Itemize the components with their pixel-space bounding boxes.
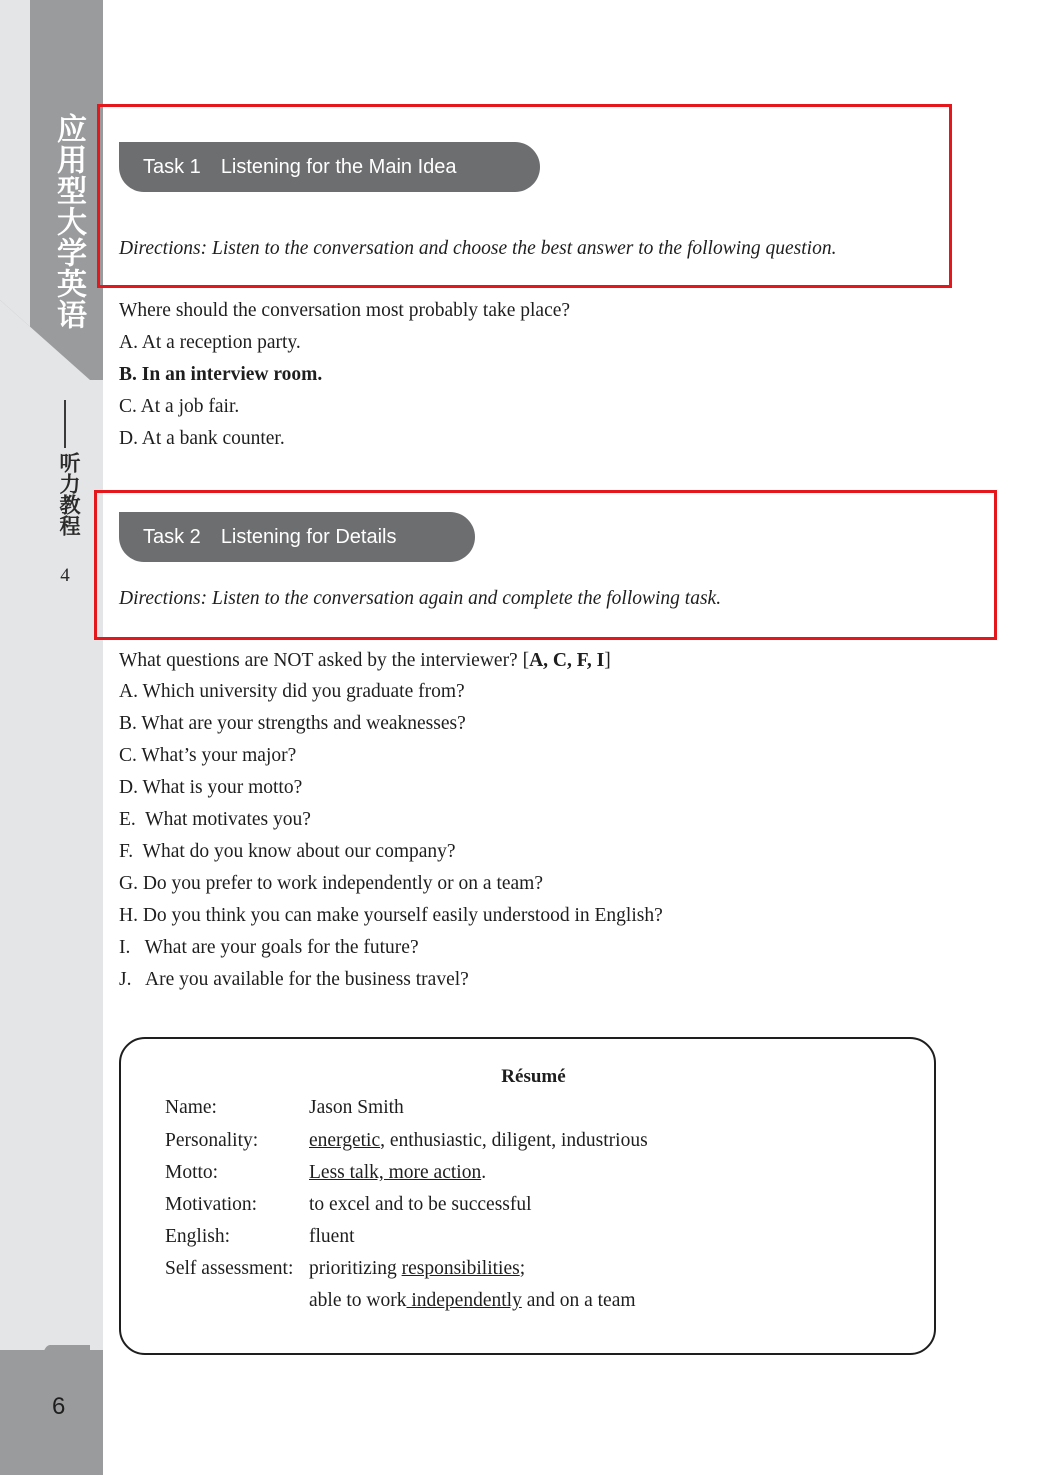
task2-option: G. Do you prefer to work independently or on a team?	[119, 873, 543, 894]
task1-question: Where should the conversation most probably take place?	[119, 300, 571, 321]
resume-name-label: Name:	[165, 1097, 217, 1118]
task2-option: A. Which university did you graduate from?	[119, 681, 465, 702]
book-subtitle: 听力教程	[57, 452, 82, 536]
resume-personality-label: Personality:	[165, 1130, 259, 1151]
task2-option: C. What’s your major?	[119, 745, 297, 766]
resume-personality-rest: , enthusiastic, diligent, industrious	[380, 1130, 648, 1151]
task1-option: D. At a bank counter.	[119, 428, 285, 449]
resume-title: Résumé	[501, 1066, 566, 1087]
resume-self-suffix: ;	[519, 1258, 526, 1279]
task1-directions: Directions: Listen to the conversation and choose the best answer to the following question.	[119, 238, 837, 259]
resume-self-value-2	[309, 1290, 636, 1312]
book-title: 应用型大学英语	[51, 113, 86, 330]
task2-question	[119, 650, 611, 672]
task1-highlight-box	[97, 104, 952, 288]
task2-title: Listening for Details	[220, 526, 397, 548]
resume-personality-value	[309, 1130, 648, 1152]
task1-header	[119, 142, 540, 192]
resume-self2-blank: independently	[406, 1290, 522, 1311]
resume-motto-rest: .	[481, 1162, 487, 1183]
resume-self2-prefix: able to work	[309, 1290, 407, 1311]
sidebar-divider	[64, 400, 66, 448]
task2-answer: A, C, F, I	[529, 650, 605, 671]
task1-option: C. At a job fair.	[119, 396, 240, 417]
task2-option: F. What do you know about our company?	[119, 841, 456, 862]
task2-header	[119, 512, 475, 562]
task2-option: B. What are your strengths and weaknesses?	[119, 713, 466, 734]
task1-title: Listening for the Main Idea	[220, 156, 457, 178]
resume-english-value: fluent	[309, 1226, 355, 1247]
resume-motivation-value: to excel and to be successful	[309, 1194, 532, 1215]
task2-question-text: What questions are NOT asked by the interviewer? [	[119, 650, 530, 671]
task2-option: J. Are you available for the business travel?	[119, 969, 469, 990]
task2-directions: Directions: Listen to the conversation again and complete the following task.	[119, 588, 722, 609]
task2-option: D. What is your motto?	[119, 777, 303, 798]
task2-number: Task 2	[143, 526, 201, 548]
resume-self-value	[309, 1258, 525, 1280]
resume-motto-blank: Less talk, more action	[309, 1162, 482, 1183]
resume-motto-value	[309, 1162, 486, 1184]
resume-english-label: English:	[165, 1226, 231, 1247]
task2-option: E. What motivates you?	[119, 809, 311, 830]
resume-self-prefix: prioritizing	[309, 1258, 402, 1279]
resume-self2-suffix: and on a team	[521, 1290, 636, 1311]
book-volume: 4	[60, 565, 70, 586]
task1-option: A. At a reception party.	[119, 332, 301, 353]
task1-option-answer: B. In an interview room.	[119, 364, 323, 385]
resume-motto-label: Motto:	[165, 1162, 219, 1183]
resume-self-label: Self assessment:	[165, 1258, 294, 1279]
task2-option: I. What are your goals for the future?	[119, 937, 419, 958]
task2-option: H. Do you think you can make yourself easily understood in English?	[119, 905, 663, 926]
task1-number: Task 1	[143, 156, 201, 178]
resume-personality-blank: energetic	[309, 1130, 381, 1151]
resume-self-blank: responsibilities	[401, 1258, 520, 1279]
resume-name-value: Jason Smith	[309, 1097, 404, 1118]
task2-question-close: ]	[604, 650, 611, 671]
resume-motivation-label: Motivation:	[165, 1194, 258, 1215]
page-number: 6	[52, 1393, 66, 1420]
